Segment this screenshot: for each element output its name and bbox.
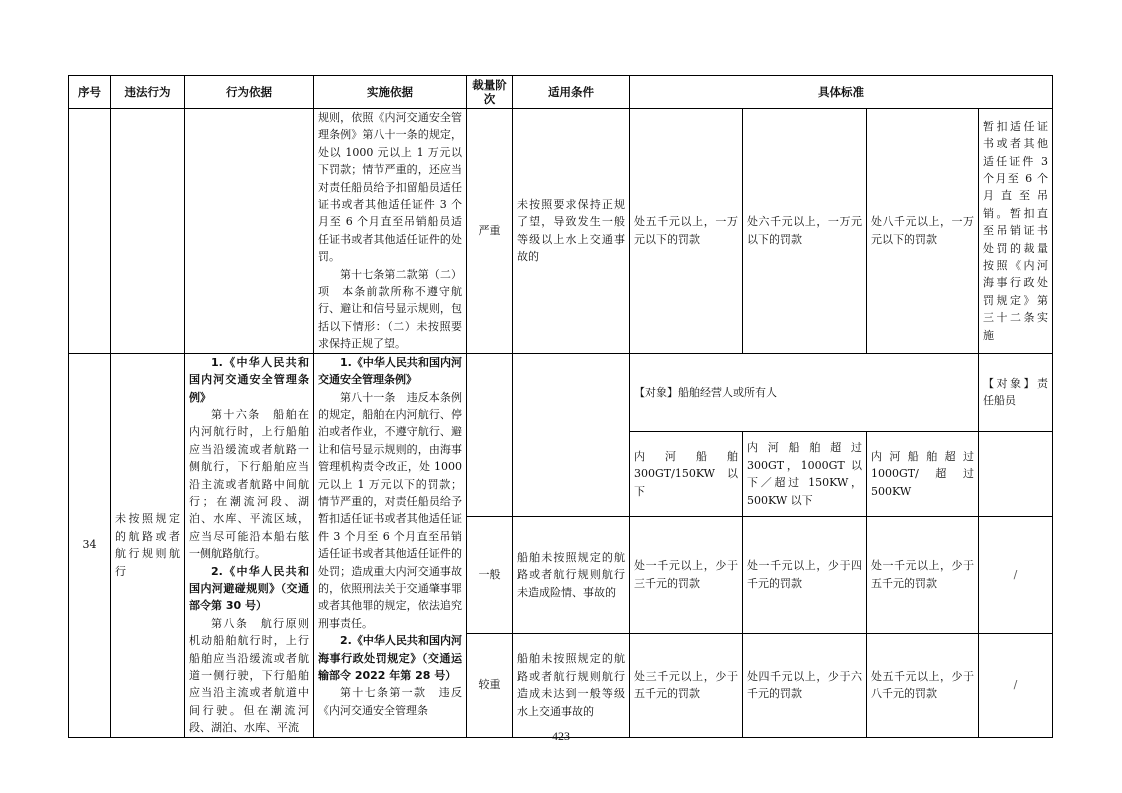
table-row-continued bbox=[69, 109, 1053, 354]
general-std3-cell: 处一千元以上，少于五千元的罚款 bbox=[867, 517, 979, 634]
page-number: 423 bbox=[552, 729, 570, 743]
prev-cond-cell: 未按照要求保持正规了望，导致发生一般等级以上水上交通事故的 bbox=[513, 109, 630, 354]
row34-level-empty-cell bbox=[467, 353, 513, 516]
table-row-34-object bbox=[69, 353, 1053, 431]
row34-tier2: 内河船舶超过 300GT，1000GT 以下／超过 150KW，500KW 以下 bbox=[743, 432, 867, 517]
heavier-std1-cell: 处三千元以上，少于五千元的罚款 bbox=[630, 633, 743, 737]
row34-object-left: 【对象】船舶经营人或所有人 bbox=[630, 353, 979, 431]
row34-basis-text-1: 第十六条 船舶在内河航行时，上行船舶应当沿缓流或者航路一侧航行，下行船舶应当沿主流或者航路中间航行；在潮流河段、湖泊、水库、平流区域，应当尽可能沿本船右舷一侧航路航行。 bbox=[189, 407, 309, 561]
prev-std3-cell: 处八千元以上，一万元以下的罚款 bbox=[867, 109, 979, 354]
prev-impl-text-2: 第十七条第二款第（二）项 本条前款所称不遵守航行、避让和信号显示规则，包括以下情形：（二）未按照要求保持正规了望。 bbox=[318, 267, 462, 351]
header-basis: 行为依据 bbox=[185, 76, 314, 109]
heavier-std4-cell: / bbox=[979, 633, 1053, 737]
row34-basis-heading-2: 2.《中华人民共和国内河避碰规则》（交通部令第 30 号） bbox=[189, 564, 309, 613]
header-level: 裁量阶次 bbox=[467, 76, 513, 109]
general-std4-cell: / bbox=[979, 517, 1053, 634]
header-behavior: 违法行为 bbox=[111, 76, 185, 109]
prev-std4-cell: 暂扣适任证书或者其他适任证件 3 个月至 6 个月直至吊销。暂扣直至吊销证书处罚的裁量按照《内河海事行政处罚规定》第三十二条实施 bbox=[979, 109, 1053, 354]
general-level-cell: 一般 bbox=[467, 517, 513, 634]
row34-seq-cell: 34 bbox=[69, 353, 111, 737]
row34-impl-heading-2: 2.《中华人民共和国内河海事行政处罚规定》（交通运输部令 2022 年第 28 号） bbox=[318, 634, 462, 682]
header-std: 具体标准 bbox=[630, 76, 1053, 109]
prev-level-cell: 严重 bbox=[467, 109, 513, 354]
prev-impl-cell bbox=[314, 109, 467, 354]
heavier-std2-cell: 处四千元以上，少于六千元的罚款 bbox=[743, 633, 867, 737]
prev-std2-cell: 处六千元以上，一万元以下的罚款 bbox=[743, 109, 867, 354]
row34-behavior-cell: 未按照规定的航路或者航行规则航行 bbox=[111, 353, 185, 737]
row34-tier1: 内河船舶 300GT/150KW 以下 bbox=[630, 432, 743, 517]
row34-tier3: 内河船舶超过 1000GT/超过 500KW bbox=[867, 432, 979, 517]
row34-basis-text-2: 第八条 航行原则 机动船舶航行时，上行船舶应当沿缓流或者航道一侧行驶，下行船舶应当沿主流或者航道中间行驶。但在潮流河段、湖泊、水库、平流 bbox=[189, 616, 320, 735]
general-std1-cell: 处一千元以上，少于三千元的罚款 bbox=[630, 517, 743, 634]
heavier-level-cell: 较重 bbox=[467, 633, 513, 737]
prev-behavior-cell bbox=[111, 109, 185, 354]
general-cond-cell: 船舶未按照规定的航路或者航行规则航行未造成险情、事故的 bbox=[513, 517, 630, 634]
prev-std1-cell: 处五千元以上，一万元以下的罚款 bbox=[630, 109, 743, 354]
row34-basis-heading-1: 1.《中华人民共和国内河交通安全管理条例》 bbox=[189, 355, 309, 404]
prev-basis-cell bbox=[185, 109, 314, 354]
table-header-row bbox=[69, 76, 1053, 109]
header-cond: 适用条件 bbox=[513, 76, 630, 109]
row34-impl-text-1: 第八十一条 违反本条例的规定，船舶在内河航行、停泊或者作业，不遵守航行、避让和信号显示规则的，由海事管理机构责令改正，处 1000 元以上 1 万元以下的罚款；情节严重的，对责任船员给予暂扣适任证书或者其他适任证件 3 个月至 6 个月直至吊销适任证书或者其他适任证件的处罚；造成重大内河交通事故的，依照刑法关于交通肇事罪或者其他罪的规定，依法追究刑事责任。 bbox=[318, 390, 462, 630]
row34-impl-cell bbox=[314, 353, 467, 737]
row34-impl-heading-1: 1.《中华人民共和国内河交通安全管理条例》 bbox=[318, 355, 462, 387]
row34-cond-empty-cell bbox=[513, 353, 630, 516]
prev-seq-cell bbox=[69, 109, 111, 354]
heavier-std3-cell: 处五千元以上，少于八千元的罚款 bbox=[867, 633, 979, 737]
row34-object-right: 【对象】责任船员 bbox=[979, 353, 1053, 431]
header-impl: 实施依据 bbox=[314, 76, 467, 109]
general-std2-cell: 处一千元以上，少于四千元的罚款 bbox=[743, 517, 867, 634]
row34-tier4-empty bbox=[979, 432, 1053, 517]
penalty-standard-table bbox=[68, 75, 1053, 738]
header-seq: 序号 bbox=[69, 76, 111, 109]
row34-basis-cell bbox=[185, 353, 320, 737]
heavier-cond-cell: 船舶未按照规定的航路或者航行规则航行造成未达到一般等级水上交通事故的 bbox=[513, 633, 630, 737]
row34-impl-text-2: 第十七条第一款 违反《内河交通安全管理条 bbox=[318, 686, 462, 717]
prev-impl-text-1: 规则，依照《内河交通安全管理条例》第八十一条的规定，处以 1000 元以上 1 万元以下罚款；情节严重的，还应当对责任船员给予扣留船员适任证书或者其他适任证件 3 个月至 6 个月直至吊销船员适任证书或者其他适任证件的处罚。 bbox=[318, 111, 462, 264]
